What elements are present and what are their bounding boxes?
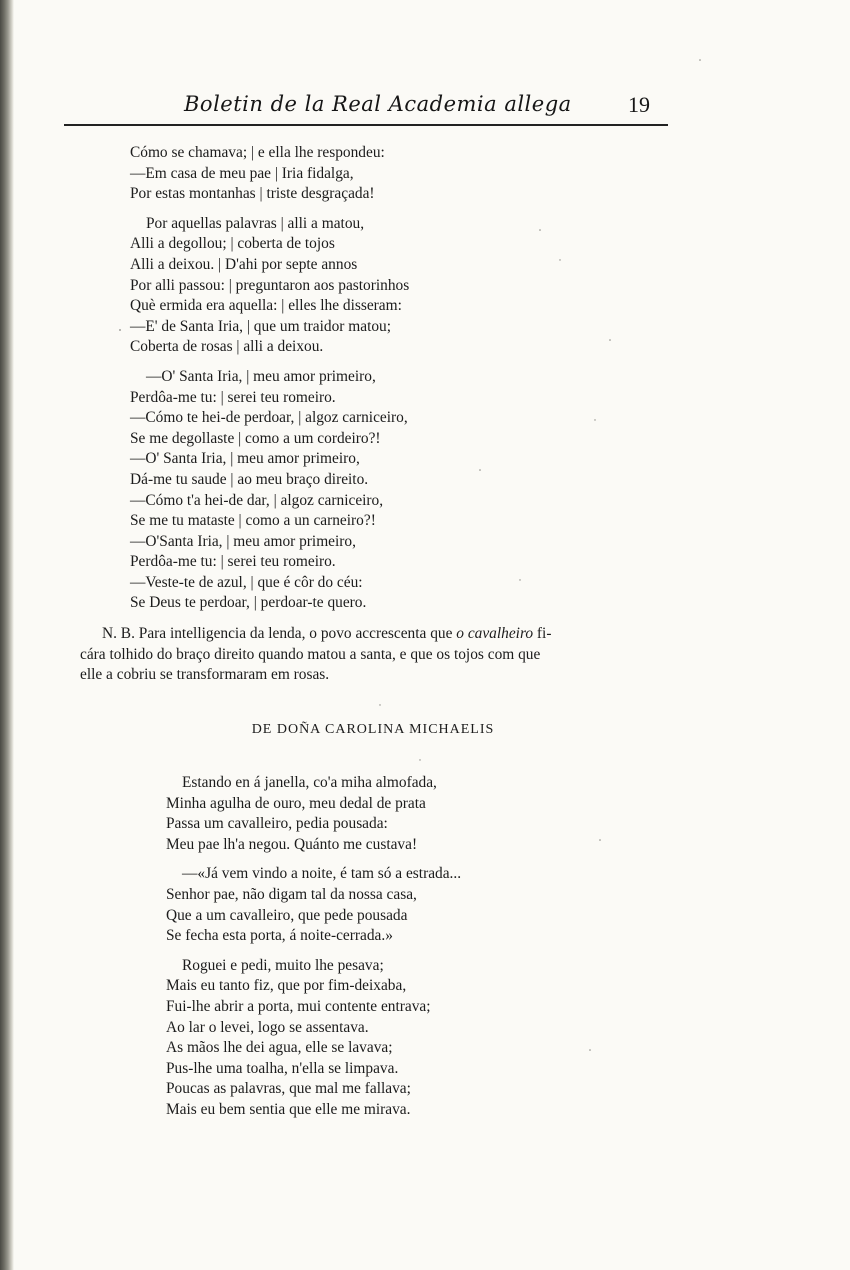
verse-line: Alli a degollou; | coberta de tojos xyxy=(130,235,335,253)
verse-line: Passa um cavalleiro, pedia pousada: xyxy=(166,815,388,833)
running-head: Boletin de la Real Academia allega xyxy=(184,92,572,116)
verse-line: As mãos lhe dei agua, elle se lavava; xyxy=(166,1039,393,1057)
verse-line: Poucas as palavras, que mal me fallava; xyxy=(166,1080,411,1098)
verse-line: Alli a deixou. | D'ahi por septe annos xyxy=(130,255,358,273)
verse-line: Se me degollaste | como a um cordeiro?! xyxy=(130,429,381,447)
note-emphasis: o cavalheiro xyxy=(456,625,534,642)
verse-line: —O' Santa Iria, | meu amor primeiro, xyxy=(130,450,360,468)
verse-line: Por estas montanhas | triste desgraçada! xyxy=(130,185,375,203)
verse-line: Perdôa-me tu: | serei teu romeiro. xyxy=(130,388,336,406)
verse-line: Mais eu bem sentia que elle me mirava. xyxy=(166,1100,411,1118)
verse-line: Pus-lhe uma toalha, n'ella se limpava. xyxy=(166,1059,399,1077)
page-number: 19 xyxy=(628,92,650,117)
page-header xyxy=(64,88,668,126)
verse-line: Coberta de rosas | alli a deixou. xyxy=(130,338,324,356)
verse-line: Se me tu mataste | como a un carneiro?! xyxy=(130,512,376,530)
verse-line: Roguei e pedi, muito lhe pesava; xyxy=(182,956,384,974)
verse-line: Fui-lhe abrir a porta, mui contente entrava; xyxy=(166,997,431,1015)
poem-janella xyxy=(166,773,461,1121)
verse-line: Que a um cavalleiro, que pede pousada xyxy=(166,906,408,924)
verse-line: Minha agulha de ouro, meu dedal de prata xyxy=(166,794,426,812)
note-line: elle a cobriu se transformaram em rosas. xyxy=(80,666,330,684)
editorial-note xyxy=(80,624,672,686)
note-text: N. B. Para intelligencia da lenda, o povo accrescenta que xyxy=(102,625,457,642)
verse-line: —Cómo te hei-de perdoar, | algoz carniceiro, xyxy=(130,409,408,427)
verse-line: —O'Santa Iria, | meu amor primeiro, xyxy=(130,532,356,550)
verse-line: Estando en á janella, co'a miha almofada, xyxy=(182,774,437,791)
verse-line: Cómo se chamava; | e ella lhe respondeu: xyxy=(130,144,385,161)
verse-line: —«Já vem vindo a noite, é tam só a estrada... xyxy=(182,865,462,883)
verse-line: —O' Santa Iria, | meu amor primeiro, xyxy=(146,367,376,385)
verse-line: Se Deus te perdoar, | perdoar-te quero. xyxy=(130,594,367,612)
note-line xyxy=(80,624,672,645)
verse-line: —E' de Santa Iria, | que um traidor matou; xyxy=(130,317,392,335)
verse-line: Se fecha esta porta, á noite-cerrada.» xyxy=(166,927,393,945)
book-spine-edge xyxy=(0,0,14,1270)
verse-line: —Em casa de meu pae | Iria fidalga, xyxy=(130,164,354,182)
verse-line: Perdôa-me tu: | serei teu romeiro. xyxy=(130,553,336,571)
verse-line: —Veste-te de azul, | que é côr do céu: xyxy=(130,573,363,591)
verse-line: Por aquellas palavras | alli a matou, xyxy=(146,214,365,232)
note-line: cára tolhido do braço direito quando matou a santa, e que os tojos com que xyxy=(80,645,541,663)
poem-santa-iria xyxy=(130,143,409,614)
verse-line: —Cómo t'a hei-de dar, | algoz carniceiro, xyxy=(130,491,384,509)
verse-line: Senhor pae, não digam tal da nossa casa, xyxy=(166,885,417,903)
verse-line: Por alli passou: | preguntaron aos pastorinhos xyxy=(130,276,410,294)
verse-line: Què ermida era aquella: | elles lhe disseram: xyxy=(130,297,402,315)
section-title: DE DOÑA CAROLINA MICHAELIS xyxy=(251,722,495,737)
verse-line: Mais eu tanto fiz, que por fim-deixaba, xyxy=(166,977,407,995)
verse-line: Meu pae lh'a negou. Quánto me custava! xyxy=(166,835,418,853)
verse-line: Ao lar o levei, logo se assentava. xyxy=(166,1018,369,1036)
note-text: fi- xyxy=(533,625,552,642)
verse-line: Dá-me tu saude | ao meu braço direito. xyxy=(130,470,369,488)
